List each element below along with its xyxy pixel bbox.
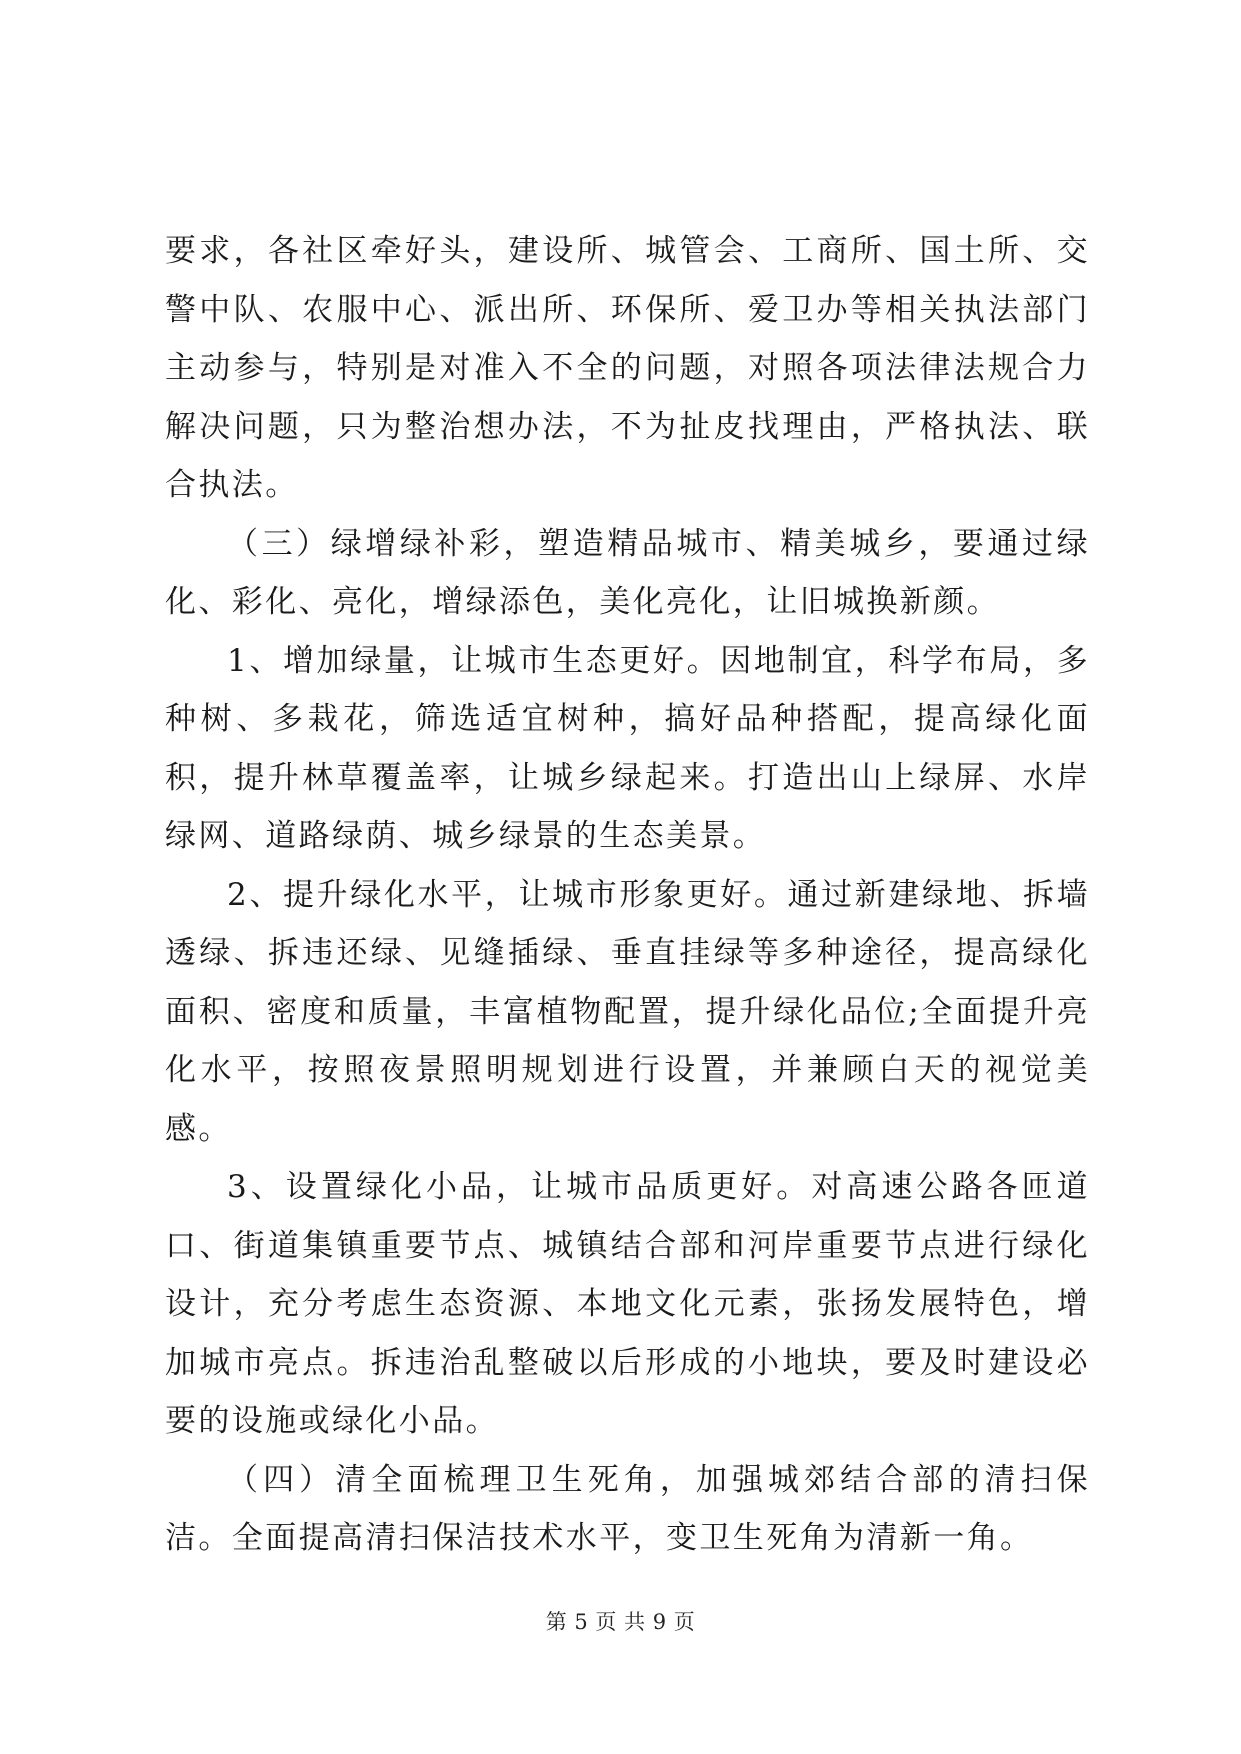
- paragraph-section-three: （三）绿增绿补彩，塑造精品城市、精美城乡，要通过绿化、彩化、亮化，增绿添色，美化亮化，让旧城换新颜。: [165, 525, 1090, 620]
- paragraph-section-four: （四）清全面梳理卫生死角，加强城郊结合部的清扫保洁。全面提高清扫保洁技术水平，变卫生死角为清新一角。: [165, 1461, 1090, 1556]
- paragraph-item-2: 2、提升绿化水平，让城市形象更好。通过新建绿地、拆墙透绿、拆违还绿、见缝插绿、垂直挂绿等多种途径，提高绿化面积、密度和质量，丰富植物配置，提升绿化品位;全面提升亮化水平，按照夜景照明规划进行设置，并兼顾白天的视觉美感。: [165, 876, 1090, 1147]
- document-body: [165, 222, 1090, 1568]
- paragraph-continuation: 要求，各社区牵好头，建设所、城管会、工商所、国土所、交警中队、农服中心、派出所、环保所、爱卫办等相关执法部门主动参与，特别是对准入不全的问题，对照各项法律法规合力解决问题，只为整治想办法，不为扯皮找理由，严格执法、联合执法。: [165, 233, 1090, 503]
- paragraph-item-3: 3、设置绿化小品，让城市品质更好。对高速公路各匝道口、街道集镇重要节点、城镇结合部和河岸重要节点进行绿化设计，充分考虑生态资源、本地文化元素，张扬发展特色，增加城市亮点。拆违治乱整破以后形成的小地块，要及时建设必要的设施或绿化小品。: [165, 1169, 1090, 1439]
- page-number-footer: 第 5 页 共 9 页: [545, 1610, 696, 1634]
- paragraph-item-1: 1、增加绿量，让城市生态更好。因地制宜，科学布局，多种树、多栽花，筛选适宜树种，搞好品种搭配，提高绿化面积，提升林草覆盖率，让城乡绿起来。打造出山上绿屏、水岸绿网、道路绿荫、城乡绿景的生态美景。: [165, 642, 1090, 854]
